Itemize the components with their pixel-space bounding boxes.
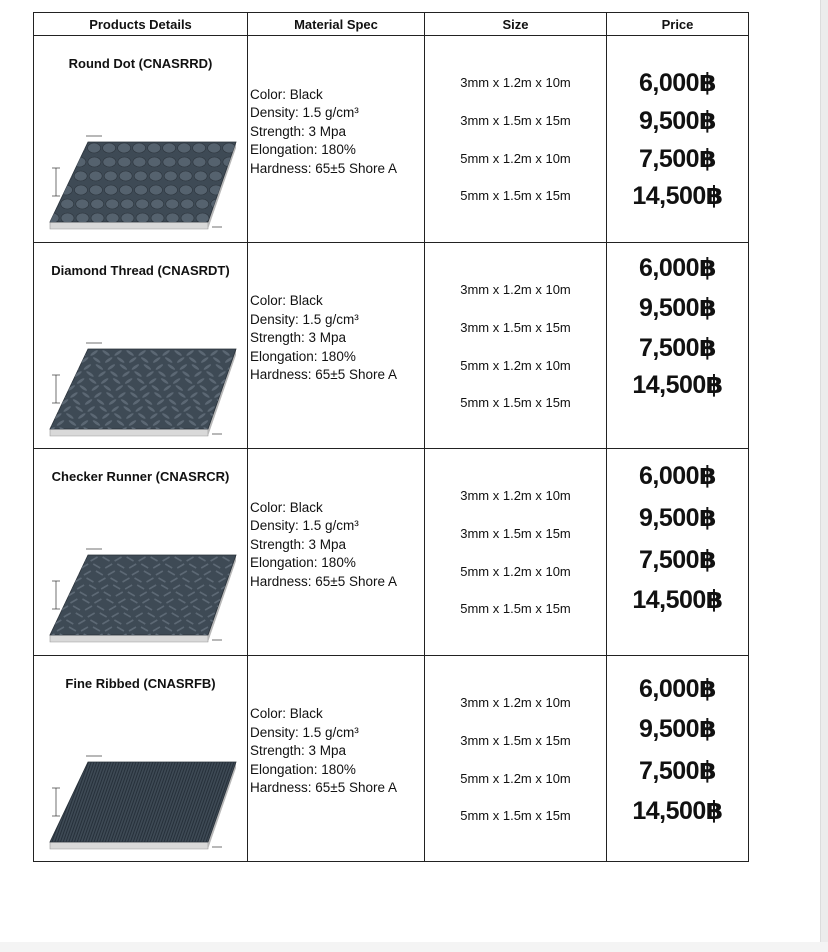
spec-elongation: Elongation: 180% (250, 142, 356, 157)
price-value: 9,500฿ (639, 504, 716, 532)
price-value: 9,500฿ (639, 107, 716, 135)
size-option: 5mm x 1.2m x 10m (460, 564, 571, 579)
price-cell (607, 449, 749, 656)
spec-hardness: Hardness: 65±5 Shore A (250, 780, 397, 795)
size-option: 5mm x 1.2m x 10m (460, 770, 571, 786)
product-name: Diamond Thread (CNASRDT) (51, 262, 230, 278)
size-option: 3mm x 1.2m x 10m (460, 694, 571, 710)
size-option: 3mm x 1.5m x 15m (460, 732, 571, 748)
price-cell (607, 242, 749, 449)
header-material-spec: Material Spec (248, 13, 425, 36)
price-value: 6,000฿ (639, 674, 716, 703)
price-value: 7,500฿ (639, 546, 716, 574)
table-row (34, 655, 749, 862)
size-option: 5mm x 1.5m x 15m (460, 394, 571, 410)
size-option: 5mm x 1.5m x 15m (460, 601, 571, 616)
product-cell (34, 36, 248, 243)
price-value: 7,500฿ (639, 145, 716, 173)
window-bottom-edge (0, 942, 828, 952)
spec-strength: Strength: 3 Mpa (250, 123, 347, 139)
size-cell (425, 655, 607, 862)
product-name: Round Dot (CNASRRD) (68, 56, 213, 71)
size-option: 3mm x 1.5m x 15m (460, 113, 571, 128)
header-price: Price (607, 13, 749, 36)
spec-color: Color: Black (250, 706, 323, 721)
size-option: 5mm x 1.2m x 10m (460, 357, 571, 373)
spec-hardness: Hardness: 65±5 Shore A (250, 160, 397, 176)
header-products-details: Products Details (34, 13, 248, 36)
size-option: 3mm x 1.2m x 10m (460, 488, 571, 503)
product-cell (34, 449, 248, 656)
window-right-edge (820, 0, 828, 952)
table-header-row (34, 13, 749, 36)
mat-illustration (42, 96, 238, 236)
size-option: 3mm x 1.2m x 10m (460, 281, 571, 297)
table-row (34, 449, 749, 656)
spec-strength: Strength: 3 Mpa (250, 536, 347, 552)
size-cell (425, 36, 607, 243)
price-value: 14,500฿ (632, 182, 723, 210)
spec-strength: Strength: 3 Mpa (250, 330, 347, 345)
mat-illustration (42, 716, 238, 856)
spec-elongation: Elongation: 180% (250, 348, 356, 364)
material-spec-cell (248, 36, 425, 243)
price-value: 9,500฿ (639, 714, 716, 743)
material-spec-cell (248, 449, 425, 656)
spec-elongation: Elongation: 180% (250, 761, 356, 777)
spec-color: Color: Black (250, 86, 323, 102)
size-option: 5mm x 1.2m x 10m (460, 151, 571, 166)
spec-density: Density: 1.5 g/cm³ (250, 311, 359, 327)
material-spec-cell (248, 242, 425, 449)
spec-elongation: Elongation: 180% (250, 555, 356, 570)
size-option: 5mm x 1.5m x 15m (460, 188, 571, 203)
mat-illustration (42, 303, 238, 443)
table-row (34, 36, 749, 243)
price-value: 6,000฿ (639, 69, 716, 97)
price-value: 7,500฿ (639, 333, 716, 362)
price-cell (607, 36, 749, 243)
spec-strength: Strength: 3 Mpa (250, 743, 347, 758)
size-cell (425, 449, 607, 656)
price-value: 6,000฿ (639, 462, 716, 490)
price-value: 7,500฿ (639, 756, 716, 785)
spec-hardness: Hardness: 65±5 Shore A (250, 367, 397, 382)
price-value: 6,000฿ (639, 253, 716, 282)
price-value: 14,500฿ (632, 586, 723, 614)
spec-color: Color: Black (250, 499, 323, 515)
material-spec-cell (248, 655, 425, 862)
product-name: Fine Ribbed (CNASRFB) (65, 675, 216, 691)
product-cell (34, 655, 248, 862)
table-row (34, 242, 749, 449)
product-name: Checker Runner (CNASRCR) (51, 469, 230, 484)
size-option: 5mm x 1.5m x 15m (460, 807, 571, 823)
product-cell (34, 242, 248, 449)
product-spec-table (33, 12, 749, 862)
spec-density: Density: 1.5 g/cm³ (250, 518, 359, 533)
spec-hardness: Hardness: 65±5 Shore A (250, 573, 397, 589)
spec-density: Density: 1.5 g/cm³ (250, 724, 359, 740)
header-size: Size (425, 13, 607, 36)
price-cell (607, 655, 749, 862)
price-value: 14,500฿ (632, 370, 723, 399)
price-value: 14,500฿ (632, 796, 723, 825)
spec-color: Color: Black (250, 293, 323, 308)
size-cell (425, 242, 607, 449)
size-option: 3mm x 1.2m x 10m (460, 75, 571, 90)
size-option: 3mm x 1.5m x 15m (460, 526, 571, 541)
mat-illustration (42, 509, 238, 649)
spec-density: Density: 1.5 g/cm³ (250, 105, 359, 120)
size-option: 3mm x 1.5m x 15m (460, 319, 571, 335)
price-value: 9,500฿ (639, 293, 716, 322)
